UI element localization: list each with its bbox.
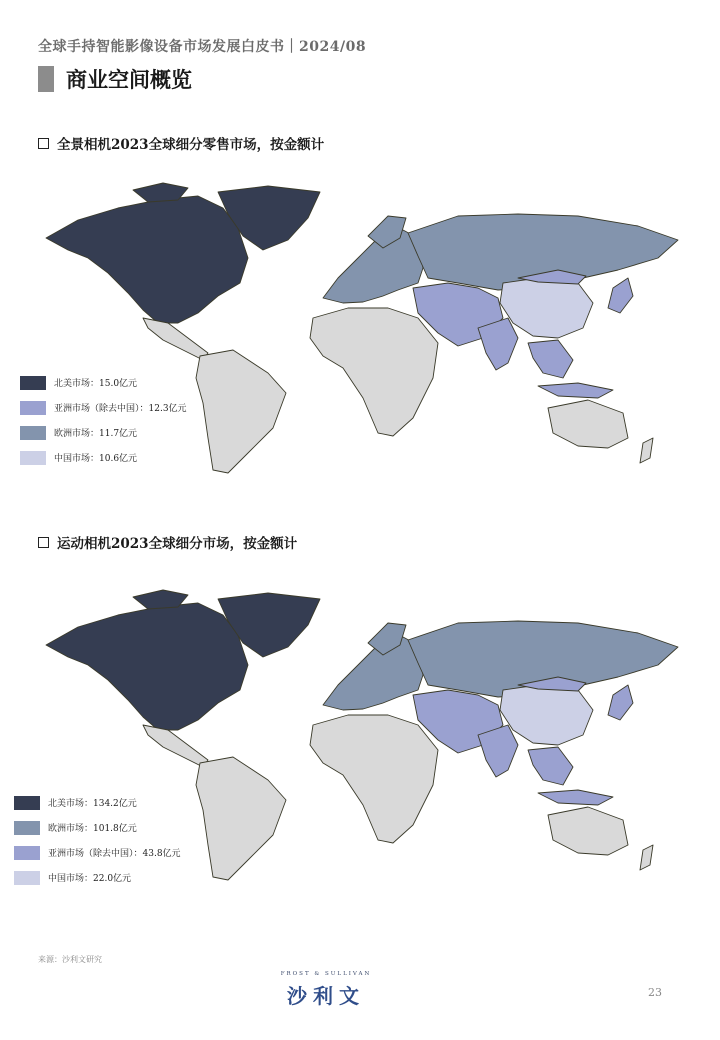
region-central-america <box>143 318 208 360</box>
legend-swatch <box>14 871 40 885</box>
legend-item <box>14 840 181 865</box>
region-japan <box>608 278 633 313</box>
region-north-america <box>46 196 248 323</box>
region-new-zealand <box>640 845 653 870</box>
region-south-america <box>196 350 286 473</box>
map2-heading <box>38 532 297 552</box>
legend-swatch <box>20 401 46 415</box>
legend-swatch <box>14 846 40 860</box>
map2-legend <box>14 790 181 890</box>
legend-item <box>20 370 187 395</box>
legend-item <box>20 445 187 470</box>
region-central-america <box>143 725 208 767</box>
legend-label: 欧洲市场：11.7亿元 <box>54 429 138 439</box>
region-southeast-asia <box>528 340 573 378</box>
region-africa <box>310 308 438 436</box>
region-europe <box>323 637 423 710</box>
page-number: 23 <box>648 986 662 999</box>
section-marker <box>38 66 54 92</box>
legend-label: 中国市场：10.6亿元 <box>54 454 138 464</box>
legend-label: 亚洲市场（除去中国）：43.8亿元 <box>48 849 181 859</box>
region-australia <box>548 400 628 448</box>
legend-item <box>20 420 187 445</box>
company-logo: 沙利文 <box>287 984 365 1008</box>
logo-tagline: FROST & SULLIVAN <box>280 971 372 977</box>
region-indonesia <box>538 383 613 398</box>
legend-label: 北美市场：134.2亿元 <box>48 799 137 809</box>
region-europe <box>323 230 423 303</box>
map2-heading-text: 运动相机2023全球细分市场，按金额计 <box>57 536 298 552</box>
section-title: 商业空间概览 <box>66 67 192 92</box>
legend-label: 中国市场：22.0亿元 <box>48 874 132 884</box>
document-header-title: 全球手持智能影像设备市场发展白皮书｜2024/08 <box>38 39 367 55</box>
region-new-zealand <box>640 438 653 463</box>
legend-label: 亚洲市场（除去中国）：12.3亿元 <box>54 404 187 414</box>
source-note: 来源：沙利文研究 <box>38 955 102 964</box>
legend-item <box>14 865 181 890</box>
legend-swatch <box>20 376 46 390</box>
region-japan <box>608 685 633 720</box>
legend-item <box>20 395 187 420</box>
region-north-america <box>46 603 248 730</box>
legend-swatch <box>14 796 40 810</box>
legend-swatch <box>20 451 46 465</box>
region-indonesia <box>538 790 613 805</box>
region-southeast-asia <box>528 747 573 785</box>
region-australia <box>548 807 628 855</box>
region-south-asia <box>478 318 518 370</box>
map1-heading-text: 全景相机2023全球细分零售市场，按金额计 <box>57 137 325 153</box>
legend-label: 欧洲市场：101.8亿元 <box>48 824 137 834</box>
checkbox-icon <box>38 537 49 548</box>
region-south-asia <box>478 725 518 777</box>
checkbox-icon <box>38 138 49 149</box>
legend-label: 北美市场：15.0亿元 <box>54 379 138 389</box>
legend-item <box>14 815 181 840</box>
map1-heading <box>38 133 324 153</box>
region-africa <box>310 715 438 843</box>
map1-legend <box>20 370 187 470</box>
legend-item <box>14 790 181 815</box>
legend-swatch <box>20 426 46 440</box>
legend-swatch <box>14 821 40 835</box>
region-south-america <box>196 757 286 880</box>
